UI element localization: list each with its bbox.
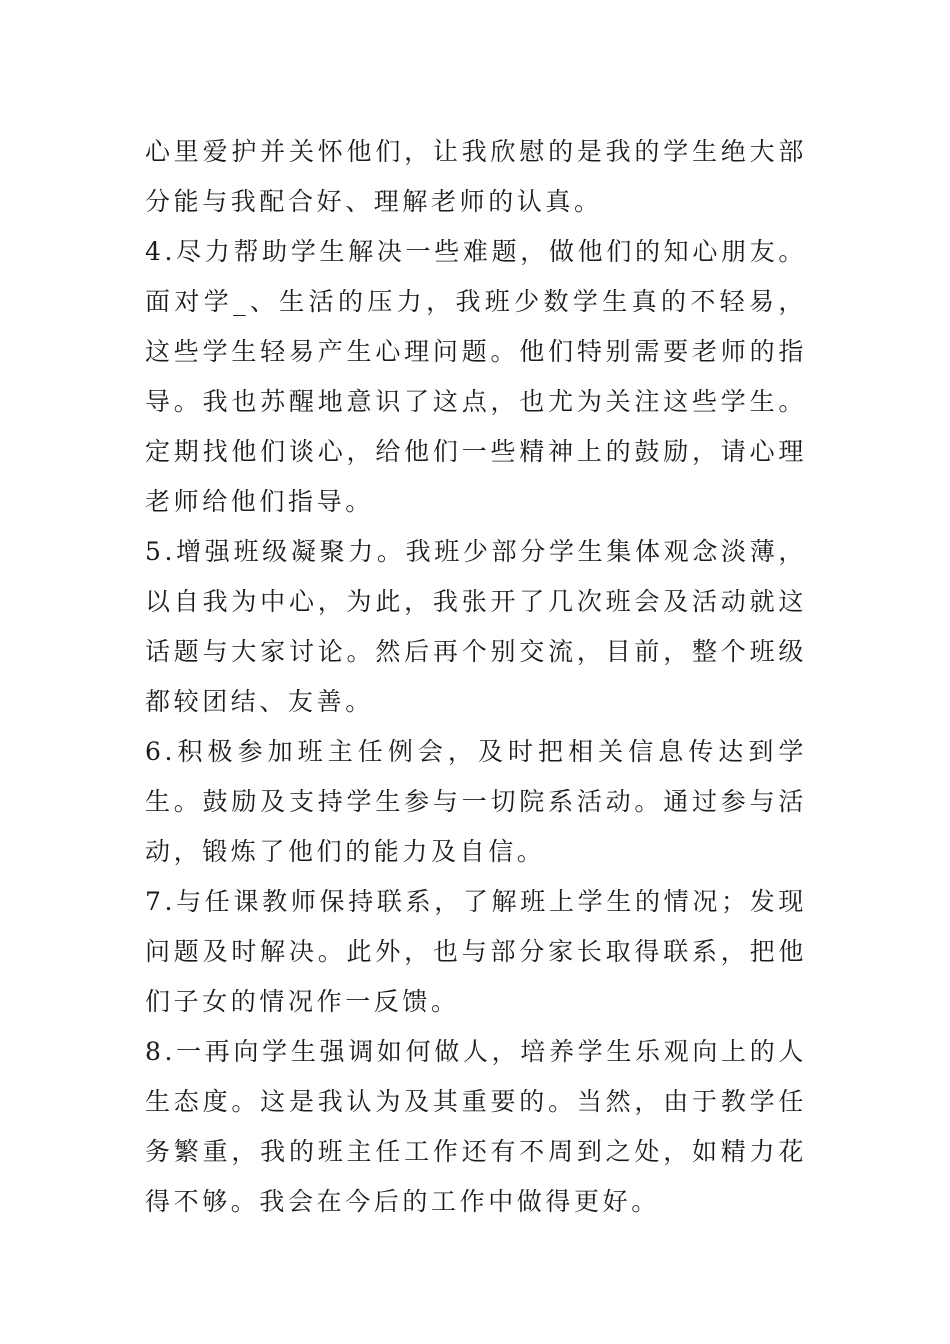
paragraph-item-6: 6.积极参加班主任例会，及时把相关信息传达到学生。鼓励及支持学生参与一切院系活动。通过参与活动，锻炼了他们的能力及自信。 — [145, 737, 807, 866]
paragraph-item-5: 5.增强班级凝聚力。我班少部分学生集体观念淡薄，以自我为中心，为此，我张开了几次班会及活动就这话题与大家讨论。然后再个别交流，目前，整个班级都较团结、友善。 — [145, 537, 807, 716]
document-body — [145, 127, 807, 1227]
paragraph-item-4: 4.尽力帮助学生解决一些难题，做他们的知心朋友。面对学_、生活的压力，我班少数学生真的不轻易，这些学生轻易产生心理问题。他们特别需要老师的指导。我也苏醒地意识了这点，也尤为关注这些学生。定期找他们谈心，给他们一些精神上的鼓励，请心理老师给他们指导。 — [145, 237, 807, 516]
paragraph-item-7: 7.与任课教师保持联系，了解班上学生的情况；发现问题及时解决。此外，也与部分家长取得联系，把他们子女的情况作一反馈。 — [145, 887, 807, 1016]
paragraph-item-8: 8.一再向学生强调如何做人，培养学生乐观向上的人生态度。这是我认为及其重要的。当然，由于教学任务繁重，我的班主任工作还有不周到之处，如精力花得不够。我会在今后的工作中做得更好。 — [145, 1037, 807, 1216]
paragraph-continuation: 心里爱护并关怀他们，让我欣慰的是我的学生绝大部分能与我配合好、理解老师的认真。 — [145, 137, 807, 216]
